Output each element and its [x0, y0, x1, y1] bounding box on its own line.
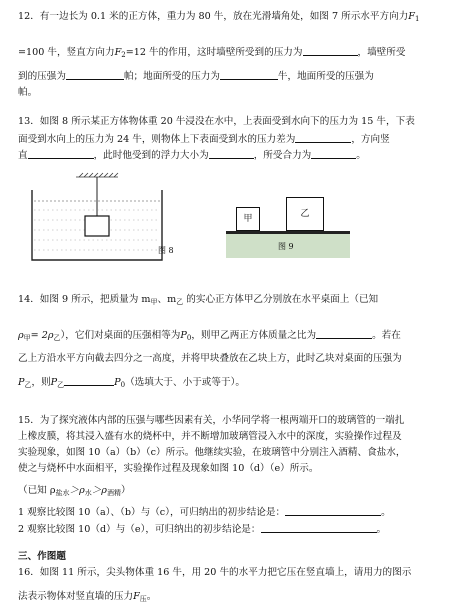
q15-line-5: （已知 $\rho_{盐水}>\rho_水>\rho_{酒精}$）: [18, 485, 131, 497]
q15-line-3: 实验现象，如图 10（a）（b）（c）所示。他继续实验，在玻璃管中分别注入酒精、食盐水，: [18, 447, 406, 458]
q12-line-2: =100 牛，竖直方向力$F_2=12$ 牛的作用，这时墙壁所受到的压力为 ，墙壁所受: [18, 47, 406, 59]
figure-8: [22, 172, 172, 267]
figure-9-caption: 图 9: [278, 242, 294, 251]
figure-8-caption: 图 8: [158, 246, 174, 255]
q14-line-1: 14．如图 9 所示，把质量为 $m_甲$、$m_乙$ 的实心正方体甲乙分别放在水平桌面上（已知: [18, 294, 379, 306]
cube: [85, 216, 109, 236]
figure-9: [226, 193, 350, 261]
answer-blank[interactable]: [285, 505, 381, 516]
answer-blank[interactable]: [295, 132, 351, 143]
q15-line-7: 2 观察比较图 10（d）与（e），可归纳出的初步结论是： 。: [18, 524, 387, 535]
q15-line-2: 上橡皮膜，将其浸入盛有水的烧杯中，并不断增加玻璃管浸入水中的深度，实验操作过程及: [18, 431, 402, 442]
q15-line-4: 使之与烧杯中水面相平，实验操作过程及现象如图 10（d）（e）所示。: [18, 463, 319, 474]
q13-line-1: 13．如图 8 所示某正方体物体重 20 牛浸没在水中，上表面受到水向下的压力为 15 牛，下表: [18, 116, 415, 127]
q16-line-2: 法表示物体对竖直墙的压力$F_压$。: [18, 591, 157, 603]
answer-blank[interactable]: [64, 375, 114, 386]
q15-line-1: 15．为了探究液体内部的压强与哪些因素有关，小华同学将一根两端开口的玻璃管的一端扎: [18, 415, 405, 426]
section-heading: 三、作图题: [18, 551, 66, 562]
q14-line-3: 乙上方沿水平方向截去四分之一高度，并将甲块叠放在乙块上方，此时乙块对桌面的压强为: [18, 353, 402, 364]
q16-line-1: 16．如图 11 所示，尖头物体重 16 牛，用 20 牛的水平力把它压在竖直墙上，请用力的图示: [18, 567, 412, 578]
answer-blank[interactable]: [220, 69, 278, 80]
answer-blank[interactable]: [311, 148, 356, 159]
q12-line-1: 12．有一边长为 0.1 米的正方体，重力为 80 牛，放在光滑墙角处，如图 7 所示水平方向力$F_1$: [18, 11, 420, 23]
answer-blank[interactable]: [261, 522, 377, 533]
answer-blank[interactable]: [66, 69, 124, 80]
ceiling-hatch: [76, 173, 118, 177]
block-jia: 甲: [236, 207, 260, 231]
q13-line-3: 直 ，此时他受到的浮力大小为 ，所受合力为 。: [18, 150, 366, 161]
q15-line-6: 1 观察比较图 10（a）、（b）与（c），可归纳出的初步结论是： 。: [18, 507, 391, 518]
q13-line-2: 面受到水向上的压力为 24 牛，则物体上下表面受到水的压力差为 ，方向竖: [18, 134, 390, 145]
q14-line-4: $P_乙$，则$P_乙$ $P_0$（选填大于、小于或等于）。: [18, 377, 245, 389]
answer-blank[interactable]: [303, 45, 358, 56]
block-yi: 乙: [286, 197, 324, 231]
answer-blank[interactable]: [209, 148, 254, 159]
q14-line-2: $\rho_甲= 2\rho_乙$），它们对桌面的压强相等为$P_0$，则甲乙两正方体质量之比为 。若在: [18, 330, 401, 342]
answer-blank[interactable]: [28, 148, 94, 159]
q12-line-4: 帕。: [18, 87, 38, 98]
answer-blank[interactable]: [316, 328, 372, 339]
q12-line-3: 到的压强为 帕；地面所受的压力为 牛，地面所受的压强为: [18, 71, 374, 82]
